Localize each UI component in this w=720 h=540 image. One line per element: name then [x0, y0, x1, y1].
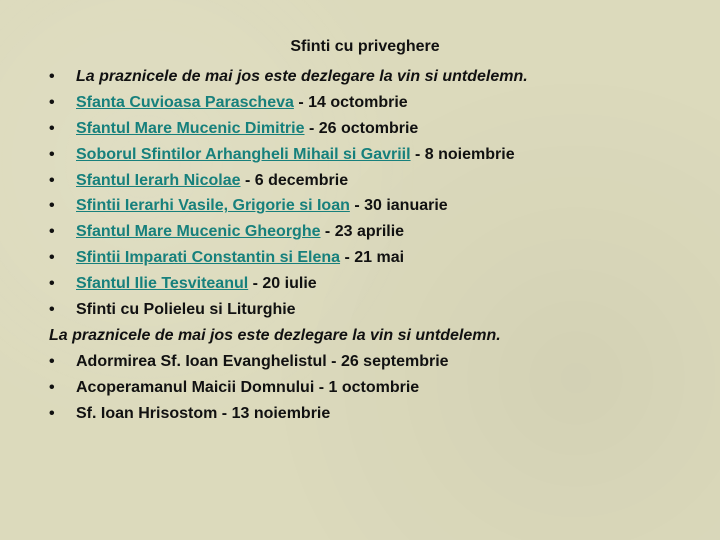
- list-item-text: [76, 142, 515, 168]
- feast-date: - 14 octombrie: [293, 93, 408, 111]
- list-item: [49, 168, 709, 194]
- bullet-icon: •: [49, 301, 55, 319]
- saint-link-dimitrie[interactable]: Sfantul Mare Mucenic Dimitrie: [76, 119, 305, 137]
- list-item-text: [76, 116, 418, 142]
- list-item: [49, 349, 709, 375]
- list-item-text: La praznicele de mai jos este dezlegare la vin si untdelemn.: [76, 68, 528, 85]
- bullet-icon: •: [49, 197, 55, 215]
- list-item: [49, 193, 709, 219]
- bullet-icon: •: [49, 223, 55, 241]
- list-item: [49, 271, 709, 297]
- saint-link-arhangheli[interactable]: Soborul Sfintilor Arhangheli Mihail si Gavriil: [76, 145, 411, 163]
- saint-link-constantin-elena[interactable]: Sfintii Imparati Constantin si Elena: [76, 249, 341, 267]
- bullet-icon: •: [49, 68, 55, 85]
- feast-date: - 30 ianuarie: [349, 197, 448, 215]
- bullet-icon: •: [49, 93, 55, 111]
- feast-date: - 26 octombrie: [304, 119, 419, 137]
- feast-date: - 23 aprilie: [320, 223, 405, 241]
- bullet-icon: •: [49, 249, 55, 267]
- saint-link-ilie[interactable]: Sfantul Ilie Tesviteanul: [76, 275, 249, 293]
- section-heading: Sfinti cu Polieleu si Liturghie: [76, 301, 296, 319]
- content-list: [49, 64, 709, 426]
- feast-date: - 20 iulie: [248, 275, 317, 293]
- bullet-icon: •: [49, 171, 55, 189]
- list-item-text: [76, 193, 448, 219]
- list-item-text: Adormirea Sf. Ioan Evanghelistul - 26 septembrie: [76, 352, 449, 370]
- slide-title: Sfinti cu priveghere: [290, 38, 440, 55]
- list-item: [49, 375, 709, 401]
- bullet-icon: •: [49, 275, 55, 293]
- list-item-text: [76, 245, 404, 271]
- bullet-icon: •: [49, 404, 55, 422]
- list-item-text: [76, 90, 408, 116]
- list-item: [49, 142, 709, 168]
- list-item-text: Sf. Ioan Hrisostom - 13 noiembrie: [76, 404, 331, 422]
- saint-link-trei-ierarhi[interactable]: Sfintii Ierarhi Vasile, Grigorie si Ioan: [76, 197, 350, 215]
- bullet-icon: •: [49, 119, 55, 137]
- section-note-text: La praznicele de mai jos este dezlegare la vin si untdelemn.: [49, 326, 501, 344]
- list-item: [49, 245, 709, 271]
- saint-link-parascheva[interactable]: Sfanta Cuvioasa Parascheva: [76, 93, 294, 111]
- feast-date: - 8 noiembrie: [410, 145, 515, 163]
- list-item: [49, 90, 709, 116]
- list-item-text: [76, 219, 404, 245]
- feast-date: - 21 mai: [340, 249, 405, 267]
- section-note: [49, 323, 709, 349]
- list-item: [49, 297, 709, 323]
- list-item: [49, 219, 709, 245]
- list-item: [49, 401, 709, 427]
- list-item: [49, 116, 709, 142]
- saint-link-nicolae[interactable]: Sfantul Ierarh Nicolae: [76, 171, 241, 189]
- list-item: [49, 64, 709, 90]
- bullet-icon: •: [49, 145, 55, 163]
- bullet-icon: •: [49, 352, 55, 370]
- saint-link-gheorghe[interactable]: Sfantul Mare Mucenic Gheorghe: [76, 223, 321, 241]
- list-item-text: Acoperamanul Maicii Domnului - 1 octombrie: [76, 378, 420, 396]
- list-item-text: [76, 271, 317, 297]
- feast-date: - 6 decembrie: [240, 171, 349, 189]
- list-item-text: [76, 168, 348, 194]
- bullet-icon: •: [49, 378, 55, 396]
